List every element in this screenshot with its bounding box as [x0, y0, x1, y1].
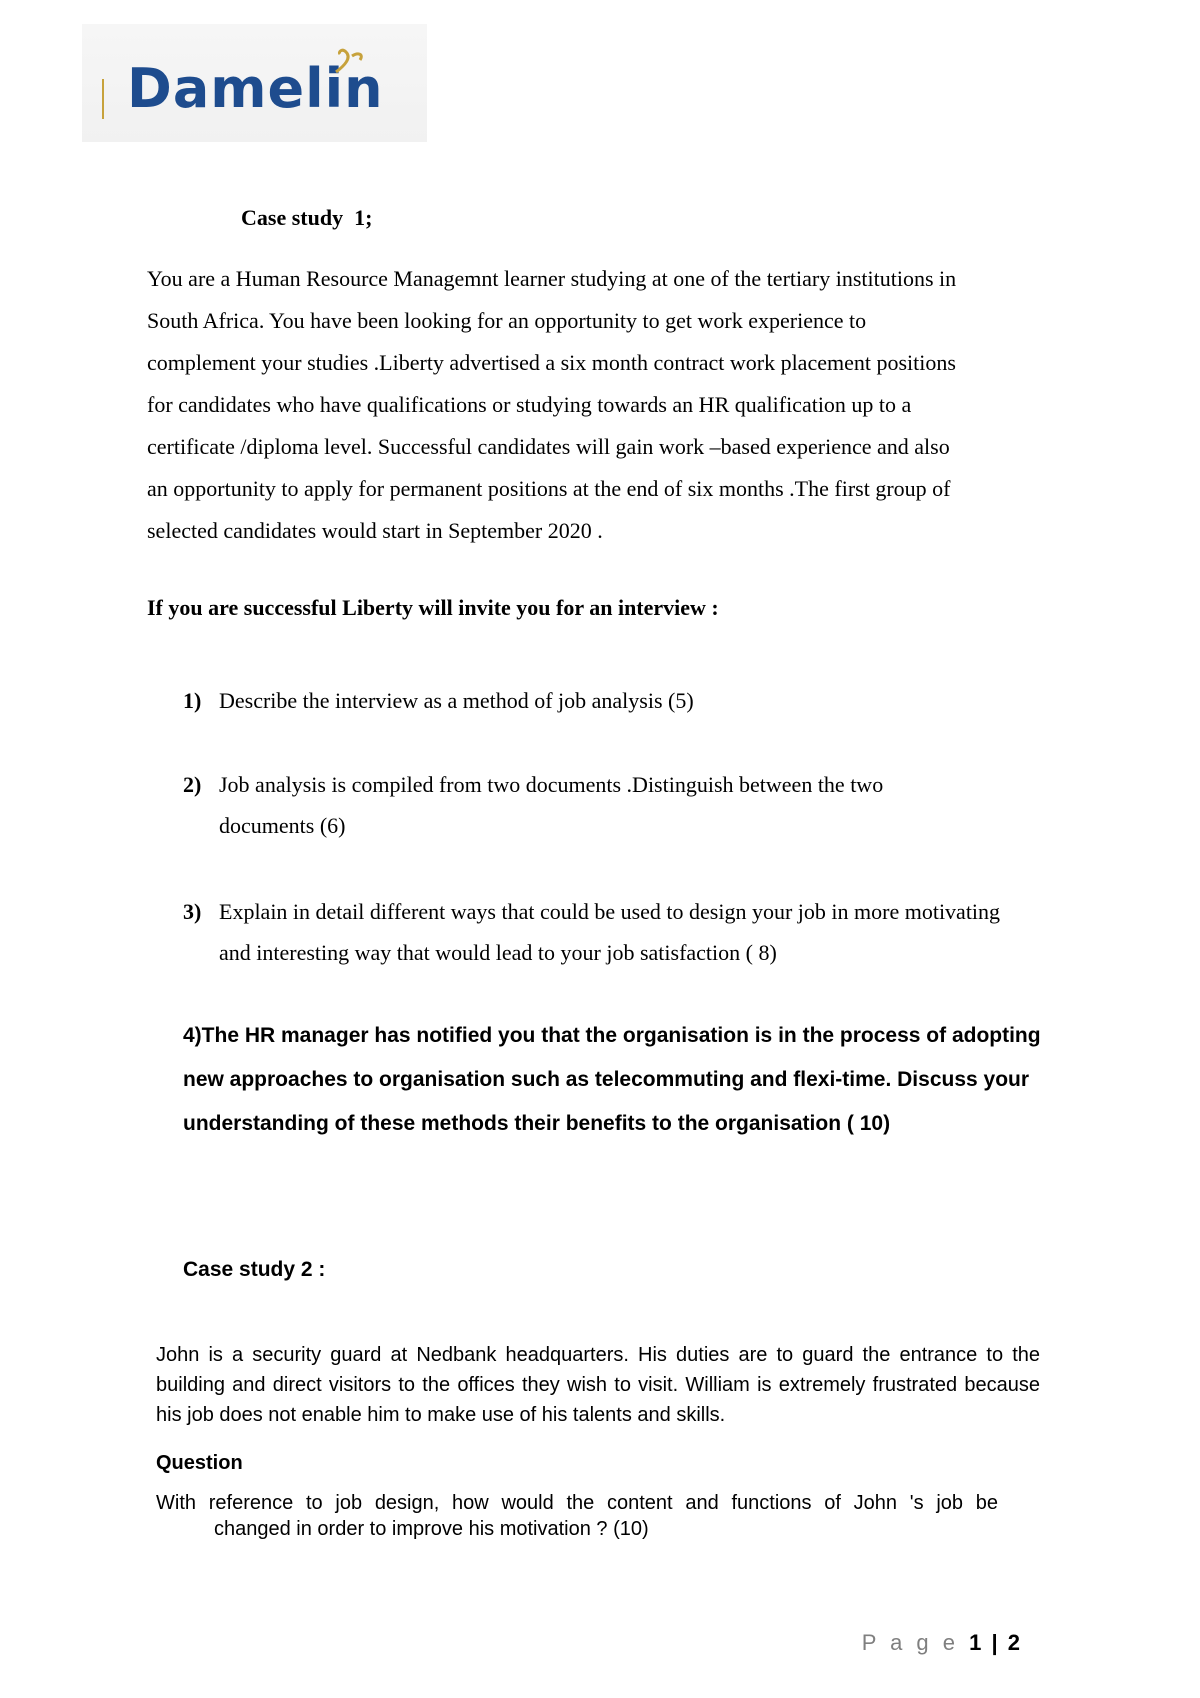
intro-line: selected candidates would start in September 2020 . [147, 518, 603, 543]
logo-swoosh-icon [330, 44, 370, 84]
question-item-3 [183, 891, 1023, 973]
case-study-2-scenario: John is a security guard at Nedbank headquarters. His duties are to guard the entrance to the building and direct visitors to the offices they wish to visit. William is extremely frustrated because his job does not enable him to make use of his talents and skills. [156, 1344, 1040, 1426]
question-text: Explain in detail different ways that could be used to design your job in more motivating and interesting way that would lead to your job satisfaction ( 8) [219, 899, 1001, 965]
case-study-1-intro [147, 258, 1062, 552]
question-item-4: 4)The HR manager has notified you that the organisation is in the process of adopting new approaches to organisation such as telecommuting and flexi-time. Discuss your understanding of these methods their benefits to the organisation ( 10) [183, 1024, 1041, 1135]
page-label: P a g e [861, 1630, 960, 1655]
intro-line: South Africa. You have been looking for an opportunity to get work experience to [147, 308, 867, 333]
interview-lead: If you are successful Liberty will invite you for an interview : [147, 595, 719, 620]
intro-line: complement your studies .Liberty advertised a six month contract work placement positions [147, 350, 956, 375]
logo-wordmark: Damelin [127, 57, 384, 120]
logo-divider [102, 79, 104, 119]
case-study-1-title: Case study 1; [241, 205, 373, 230]
case-study-2-title: Case study 2 : [183, 1258, 326, 1281]
page-number: 1 | 2 [969, 1630, 1022, 1655]
question-text: Job analysis is compiled from two documents .Distinguish between the two documents (6) [219, 772, 884, 838]
question-line: With reference to job design, how would the content and functions of John 's job be [156, 1492, 998, 1514]
question-text: Describe the interview as a method of job analysis (5) [219, 688, 694, 713]
question-item-1 [183, 680, 1023, 721]
question-number: 1) [183, 688, 202, 713]
question-heading: Question [156, 1452, 243, 1474]
page-footer [862, 1630, 1022, 1656]
intro-line: for candidates who have qualifications or studying towards an HR qualification up to a [147, 392, 912, 417]
damelin-logo [82, 24, 427, 142]
question-number: 2) [183, 772, 202, 797]
question-line: changed in order to improve his motivation ? (10) [214, 1518, 649, 1540]
question-item-2 [183, 764, 943, 846]
intro-line: an opportunity to apply for permanent positions at the end of six months .The first group of [147, 476, 951, 501]
intro-line: You are a Human Resource Managemnt learner studying at one of the tertiary institutions in [147, 266, 957, 291]
case-study-2-question [156, 1490, 998, 1542]
intro-line: certificate /diploma level. Successful candidates will gain work –based experience and also [147, 434, 950, 459]
question-number: 3) [183, 899, 202, 924]
